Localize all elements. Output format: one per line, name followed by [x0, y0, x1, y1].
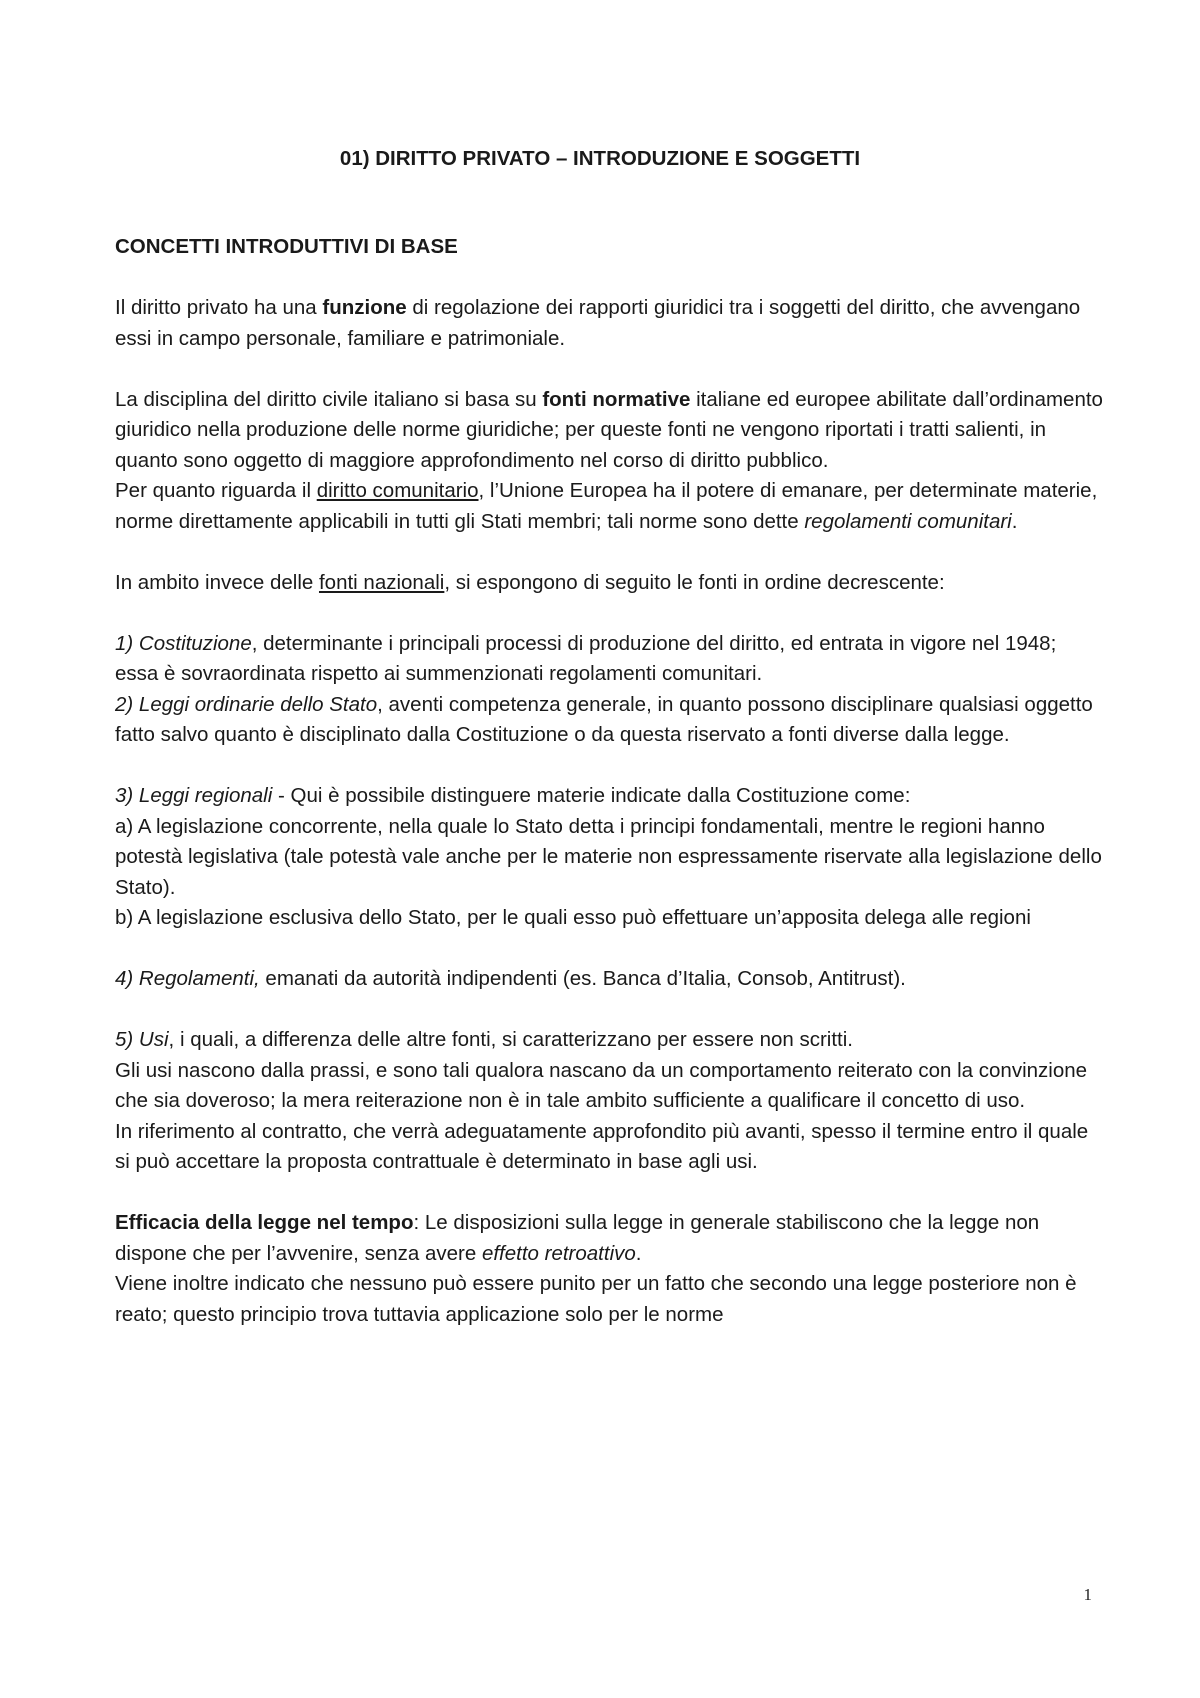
paragraph-fonti-normative: La disciplina del diritto civile italiano si basa su fonti normative italiane ed europee abilitate dall’ordinamento giuridico nella produzione delle norme giuridiche; per queste fonti ne vengono riportati i tratti salienti, in quanto sono oggetto di maggiore approfondimento nel corso di diritto pubblico.	[115, 387, 1103, 472]
paragraph-diritto-comunitario: Per quanto riguarda il diritto comunitario, l’Unione Europea ha il potere di emanare, per determinate materie, norme direttamente applicabili in tutti gli Stati membri; tali norme sono dette regolamenti comunitari.	[115, 479, 1098, 533]
list-item-usi: 5) Usi, i quali, a differenza delle altre fonti, si caratterizzano per essere non scritti.	[115, 1028, 853, 1051]
bold-term-fonti-normative: fonti normative	[542, 387, 691, 411]
page-number: 1	[1083, 1585, 1092, 1604]
list-item-leggi-ordinarie: 2) Leggi ordinarie dello Stato, aventi competenza generale, in quanto possono disciplinare qualsiasi oggetto fatto salvo quanto è disciplinato dalla Costituzione o da questa riservato a fonti diverse dalla legge.	[115, 692, 1093, 746]
paragraph-efficacia-legge: Efficacia della legge nel tempo: Le disposizioni sulla legge in generale stabiliscono che la legge non dispone che per l’avvenire, senza avere effetto retroattivo.	[115, 1211, 1040, 1265]
underlined-term-fonti-nazionali: fonti nazionali	[318, 570, 445, 594]
italic-term-regolamenti-comunitari: regolamenti comunitari	[804, 509, 1012, 533]
list-item-leggi-regionali: 3) Leggi regionali - Qui è possibile distinguere materie indicate dalla Costituzione come:	[115, 784, 911, 807]
paragraph-usi-prassi: Gli usi nascono dalla prassi, e sono tali qualora nascano da un comportamento reiterato con la convinzione che sia doveroso; la mera reiterazione non è in tale ambito sufficiente a qualificare il concetto di uso.	[115, 1058, 1088, 1112]
sub-item-legislazione-esclusiva: b) A legislazione esclusiva dello Stato, per le quali esso può effettuare un’apposita delega alle regioni	[115, 906, 1031, 929]
paragraph-fonti-nazionali: In ambito invece delle fonti nazionali, si espongono di seguito le fonti in ordine decrescente:	[115, 570, 945, 594]
section-heading: CONCETTI INTRODUTTIVI DI BASE	[115, 235, 458, 258]
underlined-term-diritto-comunitario: diritto comunitario	[316, 479, 479, 502]
bold-term-funzione: funzione	[322, 296, 407, 319]
bold-term-efficacia: Efficacia della legge nel tempo	[115, 1211, 414, 1234]
italic-term-effetto-retroattivo: effetto retroattivo	[481, 1241, 636, 1265]
list-item-regolamenti: 4) Regolamenti, emanati da autorità indipendenti (es. Banca d’Italia, Consob, Antitrust).	[115, 967, 906, 990]
paragraph-funzione: Il diritto privato ha una funzione di regolazione dei rapporti giuridici tra i soggetti del diritto, che avvengano essi in campo personale, familiare e patrimoniale.	[115, 296, 1081, 350]
paragraph-efficacia-reato: Viene inoltre indicato che nessuno può essere punito per un fatto che secondo una legge posteriore non è reato; questo principio trova tuttavia applicazione solo per le norme	[115, 1272, 1077, 1326]
list-item-costituzione: 1) Costituzione, determinante i principali processi di produzione del diritto, ed entrata in vigore nel 1948; essa è sovraordinata rispetto ai summenzionati regolamenti comunitari.	[115, 631, 1057, 685]
document-title: 01) DIRITTO PRIVATO – INTRODUZIONE E SOGGETTI	[339, 147, 861, 170]
document-body	[115, 232, 1105, 1330]
paragraph-usi-contratto: In riferimento al contratto, che verrà adeguatamente approfondito più avanti, spesso il termine entro il quale si può accettare la proposta contrattuale è determinato in base agli usi.	[115, 1119, 1089, 1173]
sub-item-legislazione-concorrente: a) A legislazione concorrente, nella quale lo Stato detta i principi fondamentali, mentre le regioni hanno potestà legislativa (tale potestà vale anche per le materie non espressamente riservate alla legislazione dello Stato).	[115, 814, 1102, 899]
